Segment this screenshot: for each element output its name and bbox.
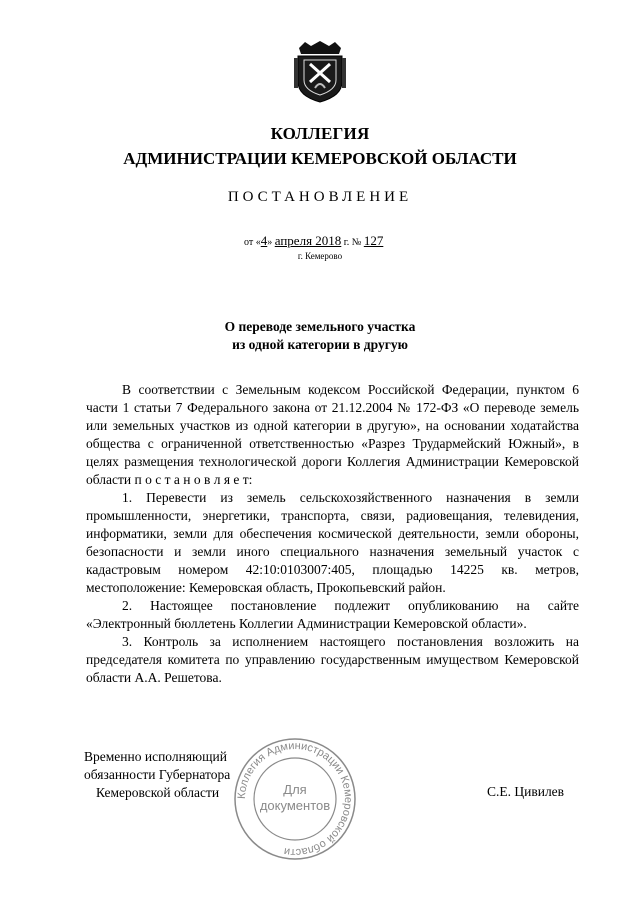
body-paragraph-1: 1. Перевести из земель сельскохозяйственного назначения в земли промышленности, энергетики, транспорта, связи, радиовещания, телевидения, информатики, земли для обеспечения космической деятельности, земли обороны, безопасности и земли иного специального назначения земельный участок с кадастровым номером 42:10:0103007:405, площадью 14225 кв. метров, местоположение: Кемеровская область, Прокопьевский район. [86,490,579,595]
year-suffix: г. № [341,237,362,248]
stamp-center-line1: Для [283,782,307,797]
date-prefix: от « [244,237,261,248]
org-title-line1: КОЛЛЕГИЯ [270,124,370,143]
signatory-title-line1: Временно исполняющий [84,749,227,764]
subject-title [0,318,640,354]
coat-of-arms-emblem [293,40,347,104]
date-number-line [244,233,383,249]
signatory-title-line3: Кемеровской области [96,785,220,800]
document-type: ПОСТАНОВЛЕНИЕ [227,189,413,205]
signatory-title [84,748,230,802]
body-paragraph-3: 3. Контроль за исполнением настоящего постановления возложить на председателя комитета по управлению государственным имуществом Кемеровской области А.А. Решетова. [86,634,579,685]
subject-line1: О переводе земельного участка [224,319,416,334]
stamp-ring-text: Коллегия Администрации Кемеровской области [235,739,355,859]
subject-line2: из одной категории в другую [232,337,408,352]
document-body [86,381,579,687]
date-month-year: апреля 2018 [274,233,342,248]
stamp-center-line2: документов [259,798,331,813]
date-day: 4 [260,233,268,248]
body-paragraph-preamble: В соответствии с Земельным кодексом Российской Федерации, пунктом 6 части 1 статьи 7 Федерального закона от 21.12.2004 № 172-ФЗ «О переводе земель или земельных участков из одной категории в другую», на основании ходатайства общества с ограниченной ответственностью «Разрез Трудармейский Южный», в целях размещения технологической дороги Коллегия Администрации Кемеровской области п о с т а н о в л я е т: [86,382,579,487]
signatory-name: С.Е. Цивилев [487,784,565,799]
date-mid: » [267,237,275,248]
signatory-title-line2: обязанности Губернатора [84,767,231,782]
body-paragraph-2: 2. Настоящее постановление подлежит опубликованию на сайте «Электронный бюллетень Коллегии Администрации Кемеровской области». [86,598,579,631]
org-title-line2: АДМИНИСТРАЦИИ КЕМЕРОВСКОЙ ОБЛАСТИ [123,149,517,168]
document-number: 127 [363,233,384,248]
city: г. Кемерово [297,251,343,261]
official-seal-stamp [232,736,358,862]
